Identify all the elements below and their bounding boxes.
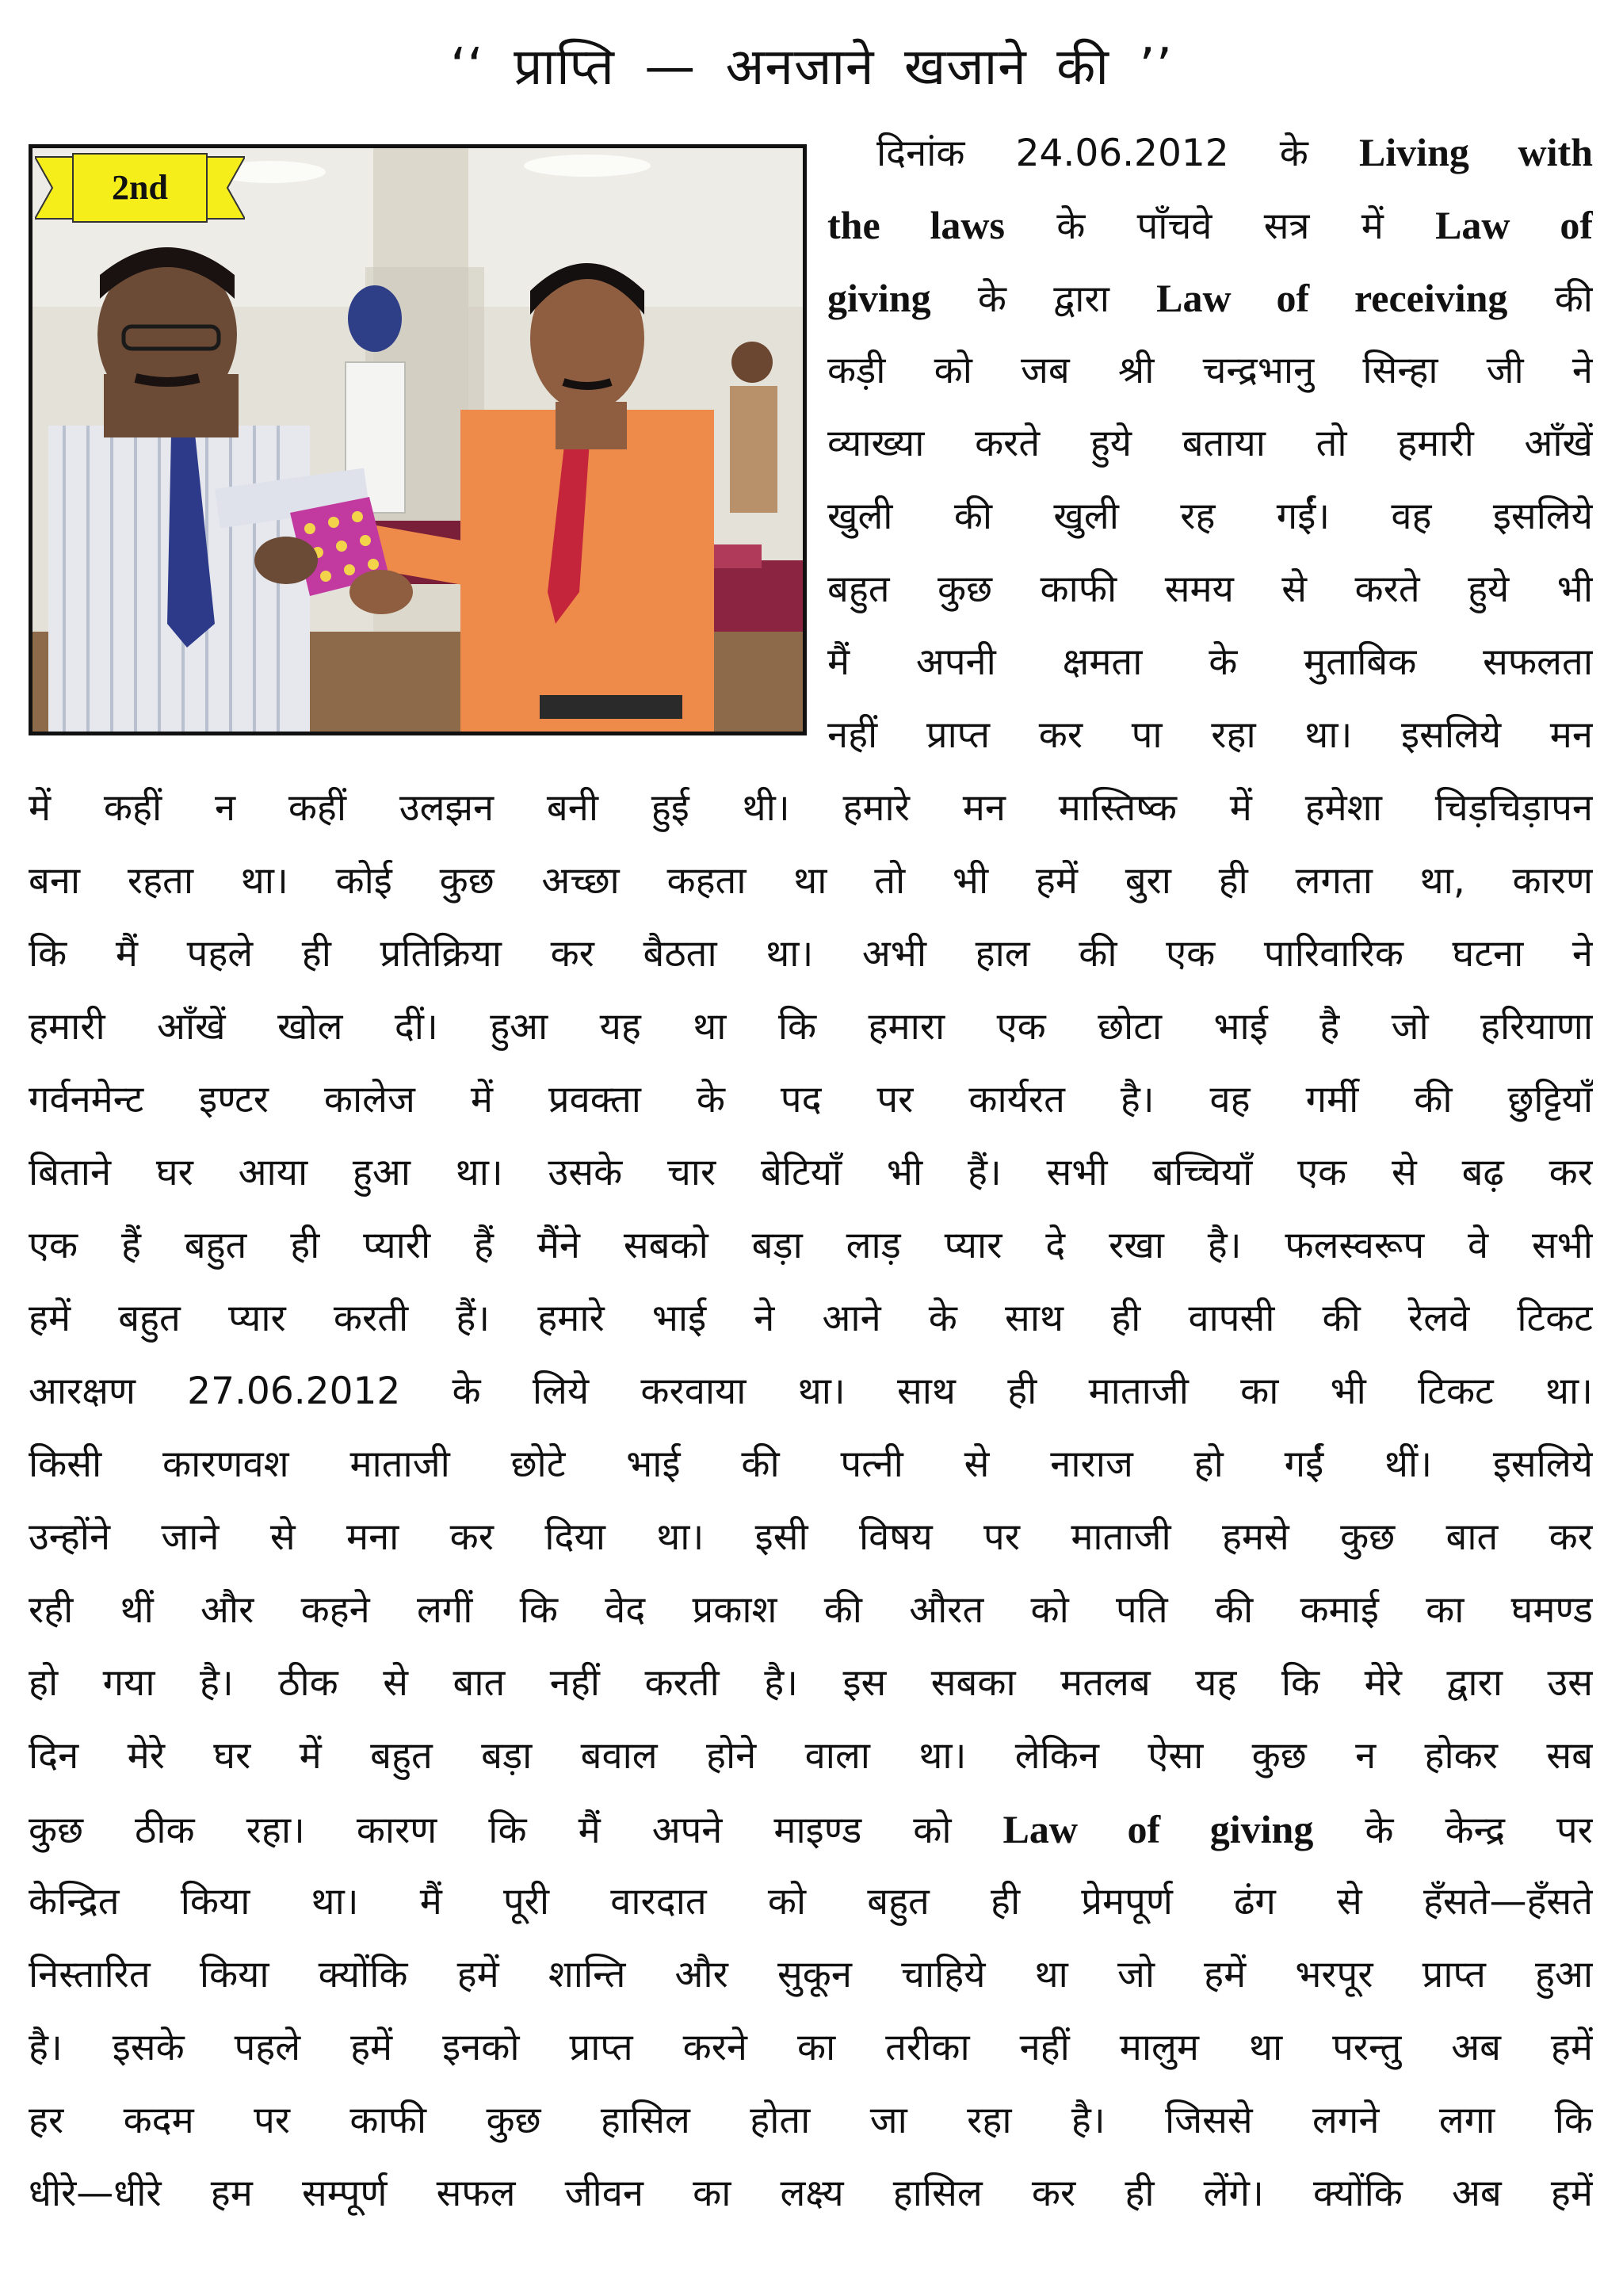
text-span: व्याख्या करते हुये बताया तो हमारी आँखें	[827, 422, 1593, 465]
text-span: कुछ ठीक रहा। कारण कि मैं अपने माइण्ड को	[29, 1809, 1003, 1852]
text-line	[29, 845, 1593, 918]
text-span: नहीं प्राप्त कर पा रहा था। इसलिये मन	[827, 713, 1593, 757]
text-span: हमें बहुत प्यार करती हैं। हमारे भाई ने आने के साथ ही वापसी की रेलवे टिकट	[29, 1297, 1593, 1340]
text-line	[29, 1064, 1593, 1137]
text-line	[29, 1574, 1593, 1647]
text-line	[29, 2011, 1593, 2084]
text-span: की	[1507, 277, 1593, 321]
text-line	[29, 1209, 1593, 1282]
text-line	[827, 553, 1593, 626]
text-line	[29, 991, 1593, 1064]
text-span: के केन्द्र पर	[1313, 1809, 1593, 1852]
text-span: कि मैं पहले ही प्रतिक्रिया कर बैठता था। अभी हाल की एक पारिवारिक घटना ने	[29, 932, 1593, 976]
text-line	[29, 1647, 1593, 1720]
text-line	[827, 626, 1593, 699]
text-span: आरक्षण 27.06.2012 के लिये करवाया था। साथ ही माताजी का भी टिकट था।	[29, 1370, 1593, 1413]
text-line	[29, 1137, 1593, 1209]
text-span: दिन मेरे घर में बहुत बड़ा बवाल होने वाला था। लेकिन ऐसा कुछ न होकर सब	[29, 1734, 1593, 1778]
bold-text-span: Law of	[1435, 203, 1593, 247]
text-span: बना रहता था। कोई कुछ अच्छा कहता था तो भी हमें बुरा ही लगता था, कारण	[29, 859, 1593, 903]
text-span: केन्द्रित किया था। मैं पूरी वारदात को बहुत ही प्रेमपूर्ण ढंग से हँसते—हँसते	[29, 1880, 1593, 1924]
text-span: है। इसके पहले हमें इनको प्राप्त करने का तरीका नहीं मालुम था परन्तु अब हमें	[29, 2026, 1593, 2069]
text-span: हमारी आँखें खोल दीं। हुआ यह था कि हमारा एक छोटा भाई है जो हरियाणा	[29, 1005, 1593, 1049]
rank-badge-label: 2nd	[112, 168, 168, 207]
text-line	[827, 334, 1593, 407]
text-line	[29, 1939, 1593, 2011]
text-line	[876, 116, 1593, 189]
text-line	[827, 699, 1593, 772]
text-line	[29, 772, 1593, 845]
text-span: रही थीं और कहने लगीं कि वेद प्रकाश की औरत को पति की कमाई का घमण्ड	[29, 1588, 1593, 1632]
text-line	[29, 1793, 1593, 1866]
text-line	[29, 1282, 1593, 1355]
text-span: किसी कारणवश माताजी छोटे भाई की पत्नी से नाराज हो गईं थीं। इसलिये	[29, 1442, 1593, 1486]
text-span: गर्वनमेन्ट इण्टर कालेज में प्रवक्ता के पद पर कार्यरत है। वह गर्मी की छुट्टियाँ	[29, 1078, 1593, 1121]
text-line	[827, 407, 1593, 480]
text-span: निस्तारित किया क्योंकि हमें शान्ति और सुकून चाहिये था जो हमें भरपूर प्राप्त हुआ	[29, 1953, 1593, 1996]
text-line	[29, 918, 1593, 991]
text-line	[827, 189, 1593, 262]
bold-text-span: Living with	[1358, 130, 1593, 174]
text-span: उन्होंने जाने से मना कर दिया था। इसी विषय पर माताजी हमसे कुछ बात कर	[29, 1515, 1593, 1559]
text-line	[827, 480, 1593, 553]
text-line	[29, 1428, 1593, 1501]
text-span: एक हैं बहुत ही प्यारी हैं मैंने सबको बड़ा लाड़ प्यार दे रखा है। फलस्वरूप वे सभी	[29, 1224, 1593, 1267]
text-line	[29, 1866, 1593, 1939]
text-span: बिताने घर आया हुआ था। उसके चार बेटियाँ भी हैं। सभी बच्चियाँ एक से बढ़ कर	[29, 1151, 1593, 1194]
text-span: के पाँचवे सत्र में	[1004, 204, 1436, 248]
text-line	[29, 2084, 1593, 2157]
bold-text-span: giving	[827, 276, 931, 320]
text-line	[29, 1720, 1593, 1793]
page-title: ‘‘ प्राप्ति — अनजाने खजाने की ’’	[450, 38, 1173, 97]
text-span: बहुत कुछ काफी समय से करते हुये भी	[827, 567, 1593, 611]
text-span: के द्वारा	[930, 277, 1157, 321]
bold-text-span: Law of giving	[1002, 1807, 1314, 1851]
text-span: धीरे—धीरे हम सम्पूर्ण सफल जीवन का लक्ष्य हासिल कर ही लेंगे। क्योंकि अब हमें	[29, 2172, 1593, 2215]
text-span: हो गया है। ठीक से बात नहीं करती है। इस सबका मतलब यह कि मेरे द्वारा उस	[29, 1661, 1593, 1705]
bold-text-span: Law of receiving	[1156, 276, 1508, 320]
text-line	[29, 1501, 1593, 1574]
text-line	[29, 1355, 1593, 1428]
text-span: दिनांक 24.06.2012 के	[876, 132, 1359, 175]
text-span: हर कदम पर काफी कुछ हासिल होता जा रहा है। जिससे लगने लगा कि	[29, 2099, 1593, 2142]
text-line	[827, 262, 1593, 334]
text-span: खुली की खुली रह गईं। वह इसलिये	[827, 495, 1593, 538]
text-span: कड़ी को जब श्री चन्द्रभानु सिन्हा जी ने	[827, 349, 1593, 392]
bold-text-span: the laws	[827, 203, 1005, 247]
text-span: मैं अपनी क्षमता के मुताबिक सफलता	[827, 640, 1593, 684]
text-span: में कहीं न कहीं उलझन बनी हुई थी। हमारे मन मास्तिष्क में हमेशा चिड़चिड़ापन	[29, 786, 1593, 830]
text-line	[29, 2157, 1593, 2230]
